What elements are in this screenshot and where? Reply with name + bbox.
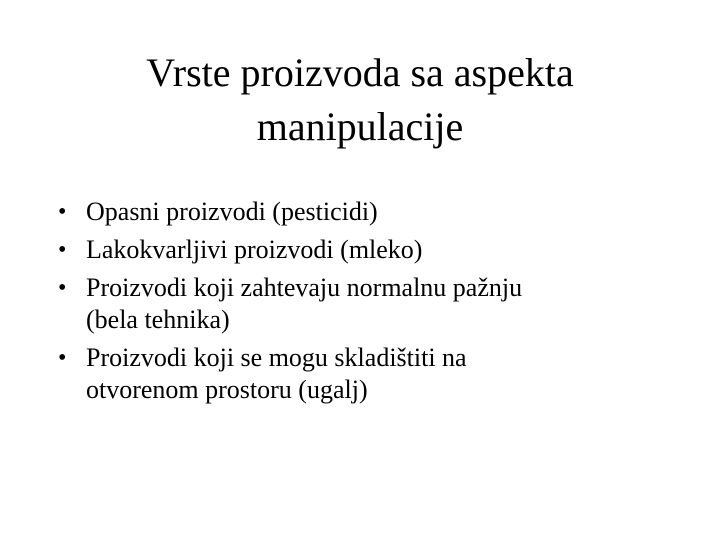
bullet-item — [56, 342, 676, 406]
bullet-dot-icon: • — [58, 275, 67, 301]
bullet-text: Opasni proizvodi (pesticidi) — [86, 197, 378, 226]
bullet-dot-icon: • — [58, 237, 67, 263]
bullet-text: Proizvodi koji se mogu skladištiti na — [86, 343, 467, 372]
slide-title — [60, 46, 660, 154]
title-line: Vrste proizvoda sa aspekta — [146, 50, 574, 95]
title-line: manipulacije — [256, 104, 464, 149]
bullet-item — [56, 234, 676, 266]
bullet-text: Proizvodi koji zahtevaju normalnu pažnju — [86, 273, 523, 302]
bullet-dot-icon: • — [58, 199, 67, 225]
bullet-text: Lakokvarljivi proizvodi (mleko) — [86, 235, 423, 264]
bullet-dot-icon: • — [58, 345, 67, 371]
bullet-text-continuation: otvorenom prostoru (ugalj) — [86, 375, 368, 404]
bullet-text-continuation: (bela tehnika) — [86, 305, 230, 334]
bullet-item — [56, 196, 676, 228]
bullet-list — [56, 196, 676, 412]
bullet-item — [56, 272, 676, 336]
